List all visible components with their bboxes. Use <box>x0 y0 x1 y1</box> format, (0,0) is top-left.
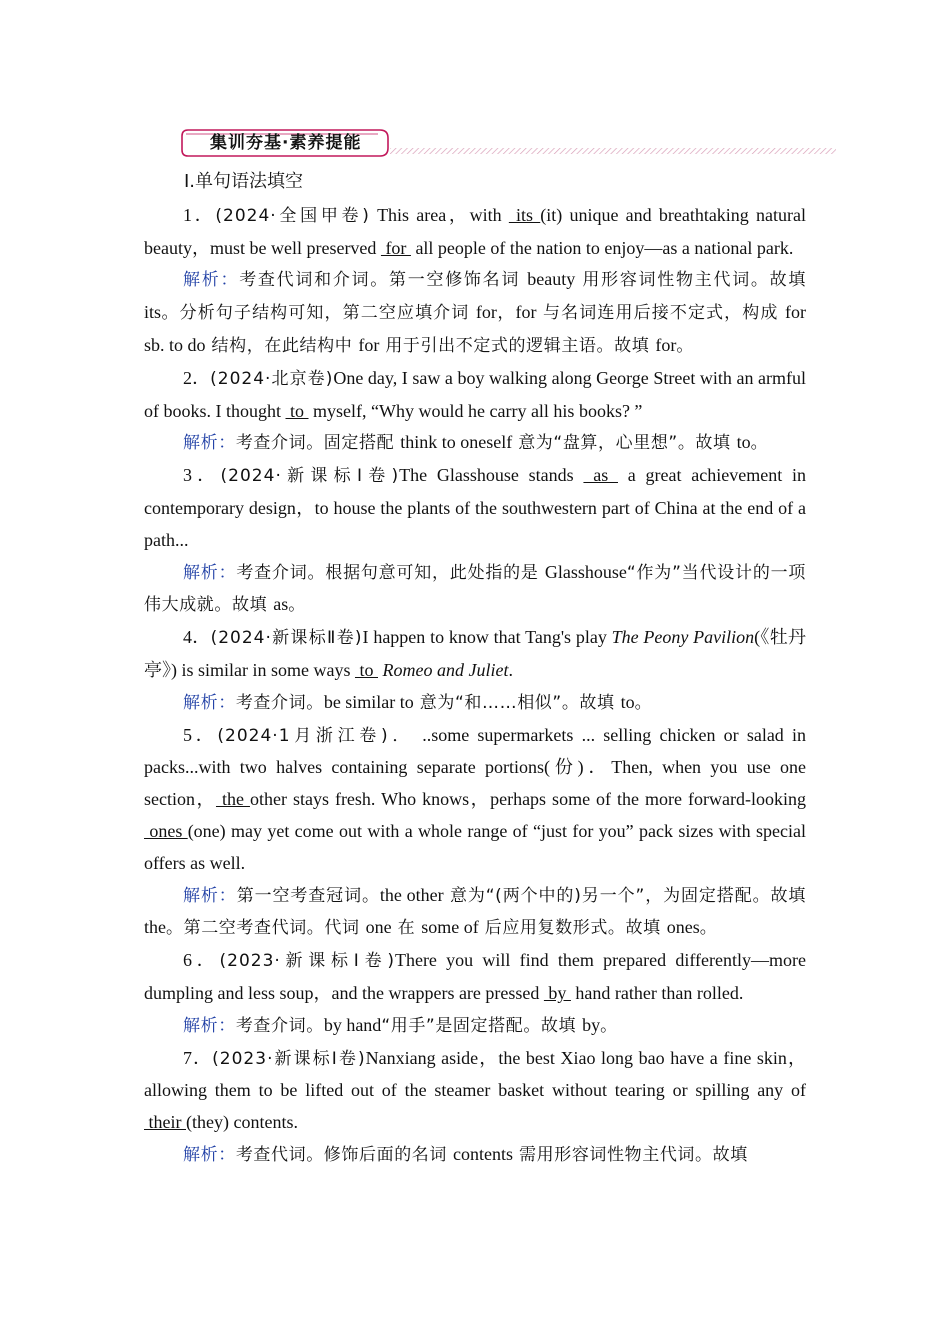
answer-blank: by <box>543 982 571 1003</box>
answer-blank: its <box>508 204 541 225</box>
explanation-1: 解析：考查代词和介词。第一空修饰名词 beauty 用形容词性物主代词。故填 its。分析句子结构可知，第二空应填介词 for，for 与名词连用后接不定式，构成 for sb. to do 结构，在此结构中 for 用于引出不定式的逻辑主语。故填 for。 <box>144 269 807 356</box>
explanation-label: 解析： <box>183 270 240 291</box>
banner-title: 集训夯基·素养提能 <box>210 133 362 153</box>
question-4: 4．(2024·新课标Ⅱ卷)I happen to know that Tang's play The Peony Pavilion(《牡丹亭》) is similar in some ways to Romeo and Juliet. <box>144 627 806 680</box>
explanation-label: 解析： <box>183 1015 236 1036</box>
answer-blank: the <box>215 789 250 810</box>
answer-blank: for <box>380 237 411 258</box>
explanation-2: 解析：考查介词。固定搭配 think to oneself 意为“盘算，心里想”。故填 to。 <box>183 432 769 454</box>
answer-blank: to <box>354 659 378 680</box>
answer-blank: to <box>285 400 309 421</box>
answer-blank: as <box>583 465 618 486</box>
explanation-label: 解析： <box>183 433 236 454</box>
document-body <box>144 166 806 1172</box>
question-3: 3．(2024·新课标Ⅰ卷)The Glasshouse stands as a great achievement in contemporary design，to house the plants of the southwestern part of China at the end of a path... <box>144 465 806 550</box>
question-1: 1．(2024·全国甲卷) This area，with its (it) unique and breathtaking natural beauty，must be well preserved for all people of the nation to enjoy—as a national park. <box>144 204 806 258</box>
answer-blank: ones <box>144 820 188 841</box>
explanation-label: 解析： <box>183 562 237 583</box>
explanation-5: 解析：第一空考查冠词。the other 意为“(两个中的)另一个”，为固定搭配。故填 the。第二空考查代词。代词 one 在 some of 后应用复数形式。故填 ones。 <box>144 884 806 939</box>
question-6: 6．(2023·新课标Ⅰ卷)There you will find them prepared differently—more dumpling and less soup，and the wrappers are pressed by hand rather than rolled. <box>144 950 806 1003</box>
explanation-label: 解析： <box>183 1144 236 1165</box>
question-5: 5．(2024·1月浙江卷)． ..some supermarkets ... selling chicken or salad in packs...with two halves containing separate portions(份)．Then, when you use one section， the other stays fresh. Who knows，perhaps some of the more forward-looking ones (one) may yet come out with a whole range of “just for you” pack sizes with special offers as well. <box>144 724 807 873</box>
explanation-7: 解析：考查代词。修饰后面的名词 contents 需用形容词性物主代词。故填 <box>183 1143 748 1165</box>
explanation-4: 解析：考查介词。be similar to 意为“和……相似”。故填 to。 <box>183 691 653 713</box>
banner-hatch-stripe <box>390 148 836 154</box>
explanation-6: 解析：考查介词。by hand“用手”是固定搭配。故填 by。 <box>183 1014 618 1036</box>
section-title: Ⅰ.单句语法填空 <box>184 171 304 192</box>
explanation-label: 解析： <box>183 885 237 906</box>
answer-blank: their <box>144 1112 186 1133</box>
question-7: 7．(2023·新课标Ⅰ卷)Nanxiang aside，the best Xiao long bao have a fine skin，allowing them to be lifted out of the steamer basket without tearing or spilling any of their (they) contents. <box>144 1047 807 1133</box>
explanation-label: 解析： <box>183 692 236 713</box>
explanation-3: 解析：考查介词。根据句意可知，此处指的是 Glasshouse“作为”当代设计的一项伟大成就。故填 as。 <box>144 561 806 616</box>
question-2: 2．(2024·北京卷)One day, I saw a boy walking along George Street with an armful of books. I thought to myself, “Why would he carry all his books? ” <box>144 367 807 421</box>
